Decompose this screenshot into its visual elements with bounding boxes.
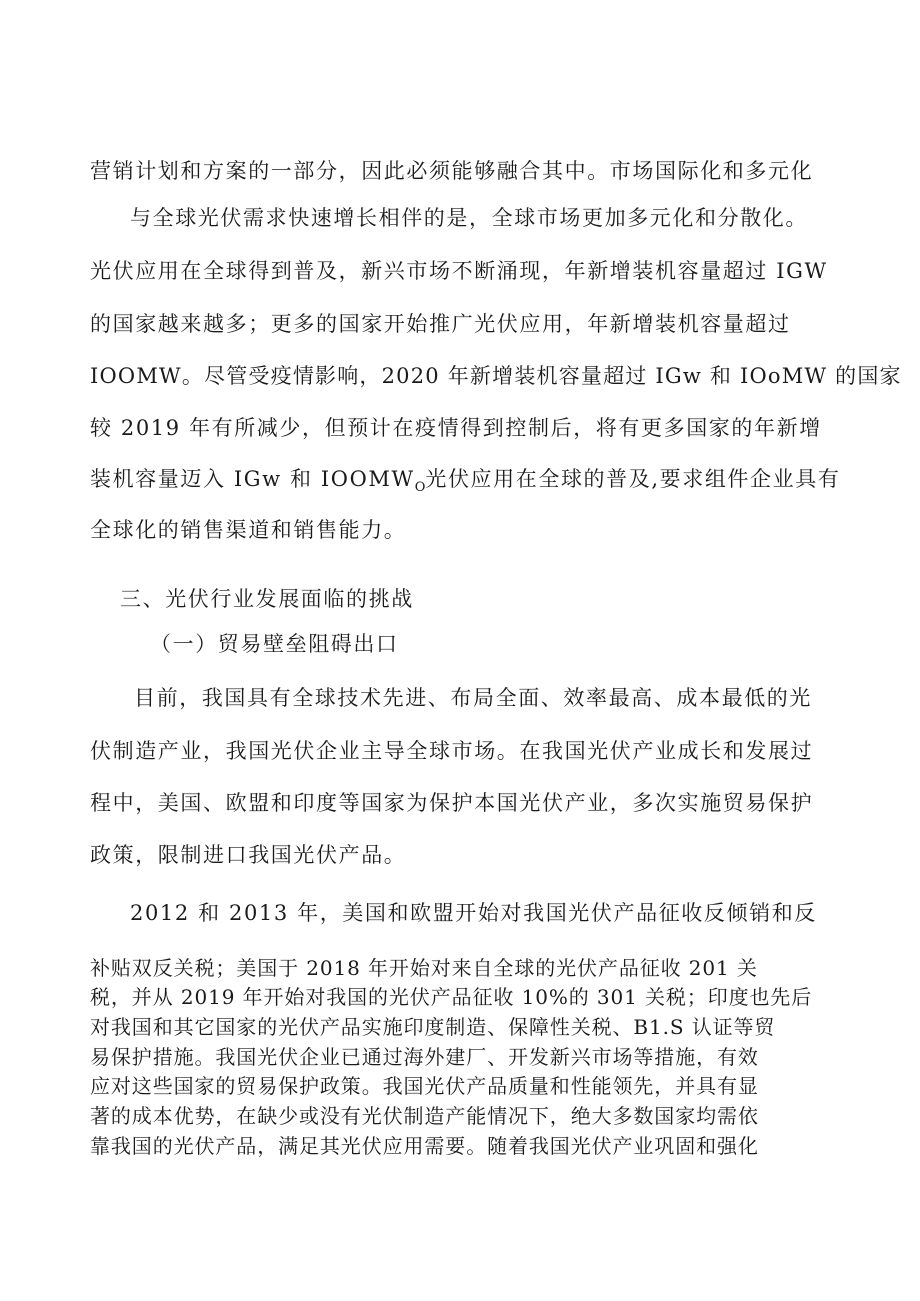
paragraph-line: 对我国和其它国家的光伏产品实施印度制造、保障性关税、B1.S 认证等贸 xyxy=(90,1015,776,1039)
paragraph-line: 伏制造产业，我国光伏企业主导全球市场。在我国光伏产业成长和发展过 xyxy=(90,739,814,763)
paragraph-line: 补贴双反关税；美国于 2018 年开始对来自全球的光伏产品征收 201 关 xyxy=(90,956,758,980)
subscript-text: O xyxy=(414,480,426,495)
paragraph-line: 光伏应用在全球得到普及，新兴市场不断涌现，年新增装机容量超过 IGW xyxy=(90,259,828,283)
paragraph-line: 与全球光伏需求快速增长相伴的是，全球市场更加多元化和分散化。 xyxy=(130,206,808,230)
paragraph-line: 税，并从 2019 年开始对我国的光伏产品征收 10%的 301 关税；印度也先后 xyxy=(90,985,813,1009)
paragraph-line: 全球化的销售渠道和销售能力。 xyxy=(90,518,407,542)
subsection-heading: （一）贸易壁垒阻碍出口 xyxy=(150,632,399,656)
paragraph-line xyxy=(90,469,840,494)
paragraph-line: 政策，限制进口我国光伏产品。 xyxy=(90,843,407,867)
paragraph-line: 著的成本优势，在缺少或没有光伏制造产能情况下，绝大多数国家均需依 xyxy=(90,1104,759,1128)
line-text: 装机容量迈入 IGw 和 IOOMW xyxy=(90,467,415,491)
paragraph-line: 营销计划和方案的一部分，因此必须能够融合其中。市场国际化和多元化 xyxy=(90,159,814,183)
paragraph-line: 应对这些国家的贸易保护政策。我国光伏产品质量和性能领先，并具有显 xyxy=(90,1074,759,1098)
paragraph-line: 目前，我国具有全球技术先进、布局全面、效率最高、成本最低的光 xyxy=(134,686,812,710)
paragraph-line: 靠我国的光伏产品，满足其光伏应用需要。随着我国光伏产业巩固和强化 xyxy=(90,1134,759,1158)
paragraph-line: 较 2019 年有所减少，但预计在疫情得到控制后，将有更多国家的年新增 xyxy=(90,416,822,440)
paragraph-line: 程中，美国、欧盟和印度等国家为保护本国光伏产业，多次实施贸易保护 xyxy=(90,791,814,815)
paragraph-line: IOOMW。尽管受疫情影响，2020 年新增装机容量超过 IGw 和 IOoMW 的国家 xyxy=(90,364,902,388)
line-text: 光伏应用在全球的普及,要求组件企业具有 xyxy=(425,467,841,491)
paragraph-line: 的国家越来越多；更多的国家开始推广光伏应用，年新增装机容量超过 xyxy=(90,312,791,336)
paragraph-line: 2012 和 2013 年，美国和欧盟开始对我国光伏产品征收反倾销和反 xyxy=(130,901,817,925)
section-heading: 三、光伏行业发展面临的挑战 xyxy=(120,587,414,611)
paragraph-line: 易保护措施。我国光伏企业已通过海外建厂、开发新兴市场等措施，有效 xyxy=(90,1045,759,1069)
